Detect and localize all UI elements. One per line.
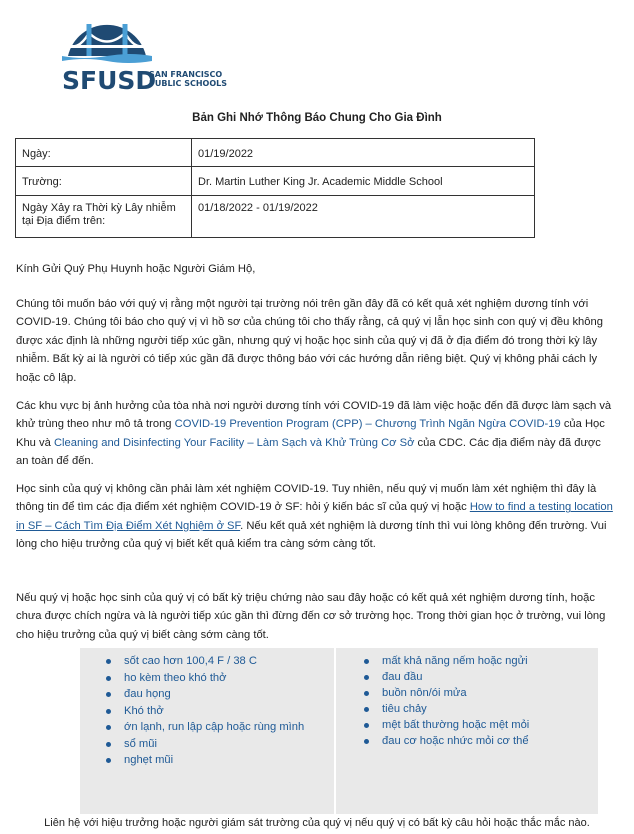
bullet-icon: [106, 725, 111, 730]
symptom-text: buồn nôn/ói mửa: [382, 687, 467, 699]
table-row: [16, 167, 535, 196]
logo-district-line2: PUBLIC SCHOOLS: [149, 79, 227, 88]
symptom-text: Khó thở: [124, 704, 164, 717]
paragraph-testing-text-a: Học sinh của quý vị không cần phải làm xét nghiệm COVID-19. Tuy nhiên, nếu quý vị muốn làm xét nghiệm thì đây là thông tin để tìm các địa điểm xét nghiệm COVID-19 ở SF: hỏi ý kiến bác sĩ của quý vị hoặc: [16, 483, 597, 514]
logo-district-line1: SAN FRANCISCO: [149, 70, 223, 79]
date-label: Ngày:: [16, 139, 192, 167]
paragraph-cleaning-text-a: Các khu vực bị ảnh hưởng của tòa nhà nơi người dương tính với COVID-19 đã làm việc hoặc đến đã được làm sạch và khử trùng theo như mô tả trong: [16, 400, 612, 431]
bullet-icon: [106, 676, 111, 681]
symptom-text: ớn lạnh, run lập cập hoặc rùng mình: [124, 721, 305, 733]
list-item: [356, 685, 541, 701]
list-item: [98, 719, 318, 735]
list-item: [356, 701, 541, 717]
symptom-text: mất khả năng nếm hoặc ngửi: [382, 655, 528, 667]
symptom-text: ho kèm theo khó thở: [124, 671, 227, 684]
golden-gate-bridge-icon: [62, 4, 152, 66]
list-item: [356, 717, 541, 733]
page-title: Bản Ghi Nhớ Thông Báo Chung Cho Gia Đình: [192, 112, 442, 124]
column-divider: [334, 648, 336, 814]
paragraph-cleaning-text-c: của CDC. Các địa điểm này đã được an toàn để đến.: [16, 436, 601, 468]
symptom-text: sốt cao hơn 100,4 F / 38 C: [124, 655, 257, 667]
cdc-cleaning-link[interactable]: Cleaning and Disinfecting Your Facility – Làm Sạch và Khử Trùng Cơ Sở: [53, 436, 415, 449]
symptom-text: đau đầu: [382, 671, 423, 683]
symptom-text: mệt bất thường hoặc mệt mỏi: [382, 719, 530, 731]
incident-info-table: [15, 138, 535, 238]
paragraph-cleaning: [16, 397, 616, 471]
bullet-icon: [364, 707, 369, 712]
sfusd-logo: [62, 4, 242, 95]
date-value: 01/19/2022: [192, 139, 535, 167]
list-item: [98, 686, 318, 702]
paragraph-testing-text-b: . Nếu kết quả xét nghiệm là dương tính thì vui lòng không đến trường. Vui lòng cho hiệu trưởng của quý vị biết kết quả kiểm tra càng sớm càng tốt.: [16, 519, 607, 551]
bullet-icon: [106, 692, 111, 697]
list-item: [98, 670, 318, 686]
logo-district-name: [149, 70, 239, 88]
bullet-icon: [364, 675, 369, 680]
paragraph-testing: [16, 480, 616, 554]
list-item: [356, 669, 541, 685]
school-value: Dr. Martin Luther King Jr. Academic Middle School: [192, 167, 535, 196]
symptoms-box: [80, 648, 598, 814]
bullet-icon: [364, 659, 369, 664]
list-item: [356, 733, 541, 749]
bullet-icon: [106, 709, 111, 714]
cpp-link[interactable]: COVID-19 Prevention Program (CPP) – Chương Trình Ngăn Ngừa COVID-19: [174, 418, 561, 431]
paragraph-notification: Chúng tôi muốn báo với quý vị rằng một người tại trường nói trên gần đây đã có kết quả xét nghiệm dương tính với COVID-19. Chúng tôi báo cho quý vị vì hồ sơ của chúng tôi cho thấy rằng, cả quý vị lẫn học sinh con quý vị đều không được xác định là những người tiếp xúc gần, nhưng quý vị hoặc học sinh của quý vị đã ở địa điểm đó trong thời kỳ lây nhiễm. Bất kỳ ai là người có tiếp xúc gần đã được thông báo với các hướng dẫn riêng biệt. Quý vị không phải cách ly hoặc cô lập.: [16, 298, 603, 384]
bullet-icon: [364, 723, 369, 728]
bullet-icon: [106, 742, 111, 747]
table-row: [16, 139, 535, 167]
bullet-icon: [106, 659, 111, 664]
paragraph-cleaning-text-b: của Học Khu và: [16, 418, 605, 449]
symptoms-list-left: [98, 653, 318, 769]
testing-location-link[interactable]: How to find a testing location in SF – Cách Tìm Địa Điểm Xét Nghiệm ở SF: [16, 501, 613, 532]
symptom-text: đau cơ hoặc nhức mỏi cơ thể: [382, 735, 529, 747]
footer-contact-note: Liên hệ với hiệu trưởng hoặc người giám sát trường của quý vị nếu quý vị có bất kỳ câu hỏi hoặc thắc mắc nào.: [44, 817, 590, 829]
list-item: [98, 703, 318, 719]
symptom-text: đau họng: [124, 688, 171, 700]
list-item: [98, 736, 318, 752]
bullet-icon: [106, 758, 111, 763]
salutation: Kính Gửi Quý Phụ Huynh hoặc Người Giám Hộ,: [16, 263, 256, 275]
bullet-icon: [364, 691, 369, 696]
symptom-text: sổ mũi: [124, 737, 157, 750]
symptoms-list-right: [356, 653, 541, 749]
bullet-icon: [364, 739, 369, 744]
period-label: Ngày Xảy ra Thời kỳ Lây nhiễm tại Địa điểm trên:: [16, 196, 192, 238]
symptom-text: nghẹt mũi: [124, 754, 174, 766]
period-value: 01/18/2022 - 01/19/2022: [192, 196, 535, 238]
table-row: [16, 196, 535, 238]
list-item: [98, 752, 318, 768]
symptom-text: tiêu chảy: [382, 703, 427, 715]
paragraph-symptoms: Nếu quý vị hoặc học sinh của quý vị có bất kỳ triệu chứng nào sau đây hoặc có kết quả xét nghiệm dương tính, hoặc chưa được chích ngừa và là người tiếp xúc gần thì đừng đến cơ sở trường học. Trong thời gian học ở trường, vui lòng cho hiệu trưởng của quý vị biết càng sớm càng tốt.: [16, 592, 606, 641]
logo-wordmark: SFUSD: [62, 66, 157, 95]
list-item: [98, 653, 318, 669]
school-label: Trường:: [16, 167, 192, 196]
list-item: [356, 653, 541, 669]
